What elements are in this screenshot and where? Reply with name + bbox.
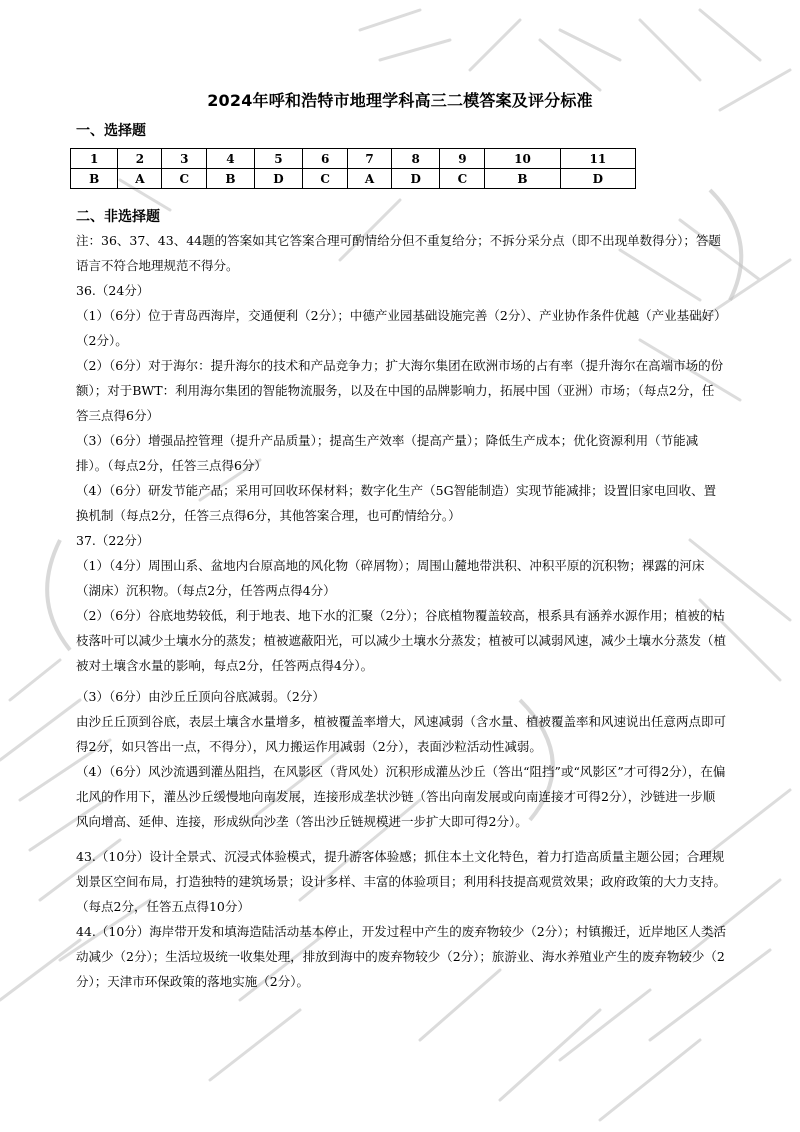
question-number: 11 bbox=[560, 149, 635, 169]
answer-letter: C bbox=[440, 169, 485, 189]
section-heading-nonchoice: 二、非选择题 bbox=[76, 209, 160, 225]
answer-letter: A bbox=[348, 169, 392, 189]
answer-letter: C bbox=[303, 169, 348, 189]
q36-part4: （4）（6分）研发节能产品；采用可回收环保材料；数字化生产（5G智能制造）实现节能减排；设置旧家电回收、置换机制（每点2分，任答三点得6分，其他答案合理，也可酌情给分。） bbox=[76, 483, 717, 523]
question-number: 3 bbox=[162, 149, 207, 169]
answer-letter: D bbox=[560, 169, 635, 189]
question-number: 5 bbox=[254, 149, 303, 169]
q37-heading: 37.（22分） bbox=[76, 533, 150, 548]
answer-letter: B bbox=[485, 169, 560, 189]
answer-table-answer-row bbox=[71, 169, 636, 189]
q36-part3: （3）（6分）增强品控管理（提升产品质量）；提高生产效率（提高产量）；降低生产成本；优化资源利用（节能减排）。（每点2分，任答三点得6分） bbox=[76, 433, 699, 473]
q36-part2: （2）（6分）对于海尔：提升海尔的技术和产品竞争力；扩大海尔集团在欧洲市场的占有率（提升海尔在高端市场的份额）；对于BWT：利用海尔集团的智能物流服务，以及在中国的品牌影响力，拓展中国（亚洲）市场；（每点2分，任答三点得6分） bbox=[76, 358, 724, 423]
answer-letter: B bbox=[71, 169, 118, 189]
answer-table-number-row bbox=[71, 149, 636, 169]
q43-answer: 43.（10分）设计全景式、沉浸式体验模式，提升游客体验感；抓住本土文化特色，着力打造高质量主题公园；合理规划景区空间布局，打造独特的建筑场景；设计多样、丰富的体验项目；利用科技提高观赏效果；政府政策的大力支持。（每点2分，任答五点得10分） bbox=[76, 849, 727, 914]
question-number: 10 bbox=[485, 149, 560, 169]
q44-answer: 44.（10分）海岸带开发和填海造陆活动基本停止，开发过程中产生的废弃物较少（2分）；村镇搬迁，近岸地区人类活动减少（2分）；生活垃圾统一收集处理，排放到海中的废弃物较少（2分）；旅游业、海水养殖业产生的废弃物较少（2分）；天津市环保政策的落地实施（2分）。 bbox=[76, 924, 726, 989]
answer-letter: D bbox=[391, 169, 440, 189]
answer-letter: B bbox=[207, 169, 254, 189]
answer-letter: A bbox=[118, 169, 162, 189]
question-number: 9 bbox=[440, 149, 485, 169]
q37-part3-detail: 由沙丘丘顶到谷底，表层土壤含水量增多，植被覆盖率增大，风速减弱（含水量、植被覆盖率和风速说出任意两点即可得2分，如只答出一点，不得分），风力搬运作用减弱（2分），表面沙粒活动性减弱。 bbox=[76, 714, 727, 754]
section-heading-choice: 一、选择题 bbox=[76, 123, 146, 139]
q36-heading: 36.（24分） bbox=[76, 283, 150, 298]
q37-part3: （3）（6分）由沙丘丘顶向谷底减弱。（2分） bbox=[76, 689, 325, 704]
question-number: 8 bbox=[391, 149, 440, 169]
answer-table bbox=[70, 148, 636, 189]
answer-letter: D bbox=[254, 169, 303, 189]
question-number: 1 bbox=[71, 149, 118, 169]
question-number: 6 bbox=[303, 149, 348, 169]
question-number: 7 bbox=[348, 149, 392, 169]
q37-part2: （2）（6分）谷底地势较低，利于地表、地下水的汇聚（2分）；谷底植物覆盖较高，根系具有涵养水源作用；植被的枯枝落叶可以减少土壤水分的蒸发；植被遮蔽阳光，可以减少土壤水分蒸发；植被可以减弱风速，减少土壤水分蒸发（植被对土壤含水量的影响，每点2分，任答两点得4分）。 bbox=[76, 608, 727, 673]
answer-letter: C bbox=[162, 169, 207, 189]
scoring-note: 注：36、37、43、44题的答案如其它答案合理可酌情给分但不重复给分；不拆分采分点（即不出现单数得分）；答题语言不符合地理规范不得分。 bbox=[76, 233, 721, 273]
q36-part1: （1）（6分）位于青岛西海岸，交通便利（2分）；中德产业园基础设施完善（2分）、产业协作条件优越（产业基础好）（2分）。 bbox=[76, 308, 721, 348]
q37-part4: （4）（6分）风沙流遇到灌丛阻挡，在风影区（背风处）沉积形成灌丛沙丘（答出“阻挡”或“风影区”才可得2分），在偏北风的作用下，灌丛沙丘缓慢地向南发展，连接形成垄状沙链（答出向南发展或向南连接才可得2分），沙链进一步顺风向增高、延伸、连接，形成纵向沙垄（答出沙丘链规模进一步扩大即可得2分）。 bbox=[76, 764, 726, 829]
question-number: 2 bbox=[118, 149, 162, 169]
page-title: 2024年呼和浩特市地理学科高三二模答案及评分标准 bbox=[207, 91, 593, 110]
answer-body bbox=[76, 228, 726, 994]
q37-part1: （1）（4分）周围山系、盆地内台原高地的风化物（碎屑物）；周围山麓地带洪积、冲积平原的沉积物；裸露的河床（湖床）沉积物。（每点2分，任答两点得4分） bbox=[76, 558, 705, 598]
question-number: 4 bbox=[207, 149, 254, 169]
